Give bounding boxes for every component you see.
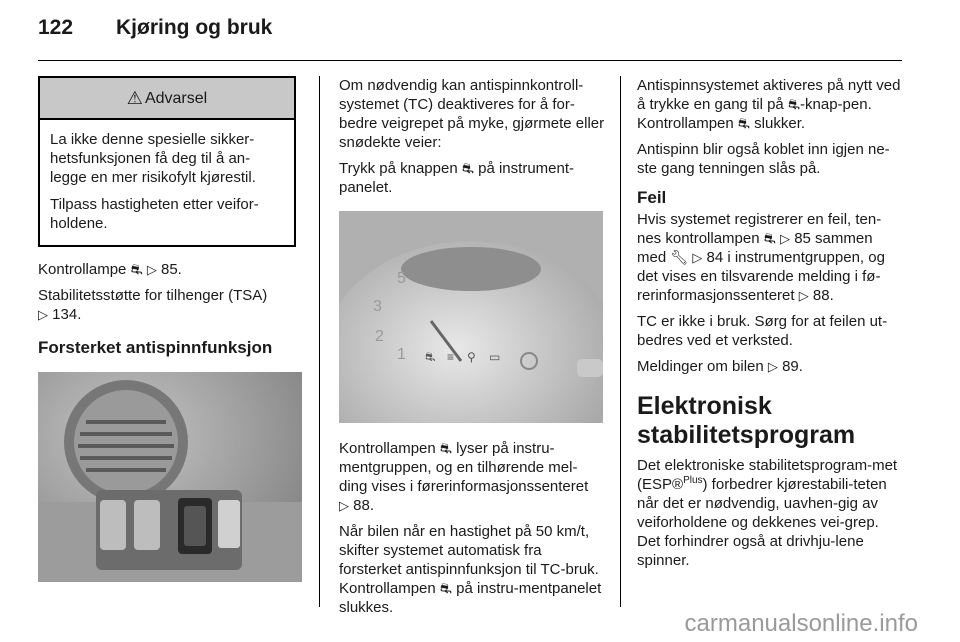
tc-lamp-icon: ⛐ [439, 440, 452, 456]
column-separator-2 [620, 76, 621, 607]
section-heading-antispin: Forsterket antispinnfunksjon [38, 338, 273, 357]
column-1 [38, 76, 304, 582]
svg-text:2: 2 [375, 328, 384, 345]
tc-lamp-icon: ⛐ [130, 261, 143, 277]
wrench-icon: 🔧︎ [670, 249, 689, 265]
svg-text:5: 5 [397, 270, 406, 287]
page-ref-arrow-icon: ▷ [146, 262, 157, 277]
ignition-text: Antispinn blir også koblet inn igjen ne-ste gang tenningen slås på. [637, 141, 890, 177]
section-heading-feil: Feil [637, 188, 667, 207]
page-ref-arrow-icon: ▷ [38, 307, 48, 322]
warning-header [40, 78, 294, 120]
tc-off-icon: ⛐ [787, 96, 801, 112]
header-rule [38, 60, 902, 61]
instrument-cluster-photo [339, 211, 603, 423]
page-ref-arrow-icon: ▷ [767, 359, 778, 374]
warning-triangle-icon: ⚠ [126, 87, 143, 108]
speed-switch-text: Når bilen når en hastighet på 50 km/t, skifter systemet automatisk fra forsterket antispinnfunksjon til TC-bruk. Kontrollampen ⛐ på instru-mentpanelet slukkes. [339, 523, 602, 616]
svg-text:≡: ≡ [447, 350, 455, 364]
page-ref-arrow-icon: ▷ [798, 288, 809, 303]
tc-lamp-icon: ⛐ [737, 115, 750, 131]
page-ref-arrow-icon: ▷ [692, 250, 703, 265]
warning-title: Advarsel [144, 89, 208, 107]
tc-lamp-icon: ⛐ [763, 230, 776, 246]
svg-text:▭: ▭ [489, 350, 501, 364]
warning-text-2: Tilpass hastigheten etter veifor-holdene. [50, 196, 259, 232]
page-header [38, 16, 272, 40]
page-ref-arrow-icon: ▷ [780, 231, 791, 246]
switch-panel-photo [38, 372, 302, 582]
svg-text:1: 1 [397, 346, 406, 363]
workshop-text: TC er ikke i bruk. Sørg for at feilen ut-bedres ved et verksted. [637, 313, 888, 349]
column-separator-1 [319, 76, 320, 607]
column-3 [637, 76, 905, 577]
column-2 [339, 76, 605, 624]
esp-text: Det elektroniske stabilitetsprogram-met (ESP®$^{Plus}$) forbedrer kjørestabili-teten når det er nødvendig, uavhen-gig av veiforholdene og dekkenes vei-grep. Det forhindrer også at drivhju-lene spinner. [637, 457, 898, 569]
page-ref-arrow-icon: ▷ [339, 498, 349, 513]
fault-text: Hvis systemet registrerer en feil, ten-nes kontrollampen ⛐ ▷ 85 sammen med 🔧︎ ▷ 84 i instrumentgruppen, og det vises en tilsvarende melding i fø-rerinformasjonssenteret ▷ 88. [637, 211, 885, 304]
page-title: Kjøring og bruk [116, 16, 273, 39]
tc-deactivate-text: Om nødvendig kan antispinnkontroll-systemet (TC) deaktiveres for å for-bedre veigrepet på myke, gjørmete eller snødekte veier: [339, 77, 605, 151]
tc-lamp-text: Kontrollampen ⛐ lyser på instru-mentgruppen, og en tilhørende mel-ding vises i førerinformasjonssenteret ▷ 88. [339, 440, 589, 514]
tc-off-icon: ⛐ [461, 160, 474, 176]
section-heading-esp: Elektronisk stabilitetsprogram [637, 392, 856, 449]
tc-reactivate-text: Antispinnsystemet aktiveres på nytt ved å trykke en gang til på ⛐-knap-pen. Kontrollampen ⛐ slukker. [637, 77, 901, 132]
svg-text:⛐: ⛐ [425, 350, 436, 364]
tc-button-instruction: Trykk på knappen ⛐ på instrument-panelet. [339, 160, 574, 196]
tsa-reference: Stabilitetsstøtte for tilhenger (TSA) ▷ 134. [38, 287, 268, 323]
warning-text-1: La ikke denne spesielle sikker-hetsfunksjonen få deg til å an-legge en mer risikofylt kjørestil. [50, 131, 256, 186]
svg-text:3: 3 [373, 298, 382, 315]
page-number: 122 [38, 16, 74, 39]
watermark: carmanualsonline.info [684, 610, 918, 637]
tc-lamp-icon: ⛐ [439, 580, 452, 596]
messages-reference: Meldinger om bilen ▷ 89. [637, 358, 803, 375]
lamp-reference: Kontrollampe ⛐ ▷ 85. [38, 261, 182, 278]
warning-box [38, 76, 296, 247]
svg-text:⚲: ⚲ [467, 350, 476, 364]
